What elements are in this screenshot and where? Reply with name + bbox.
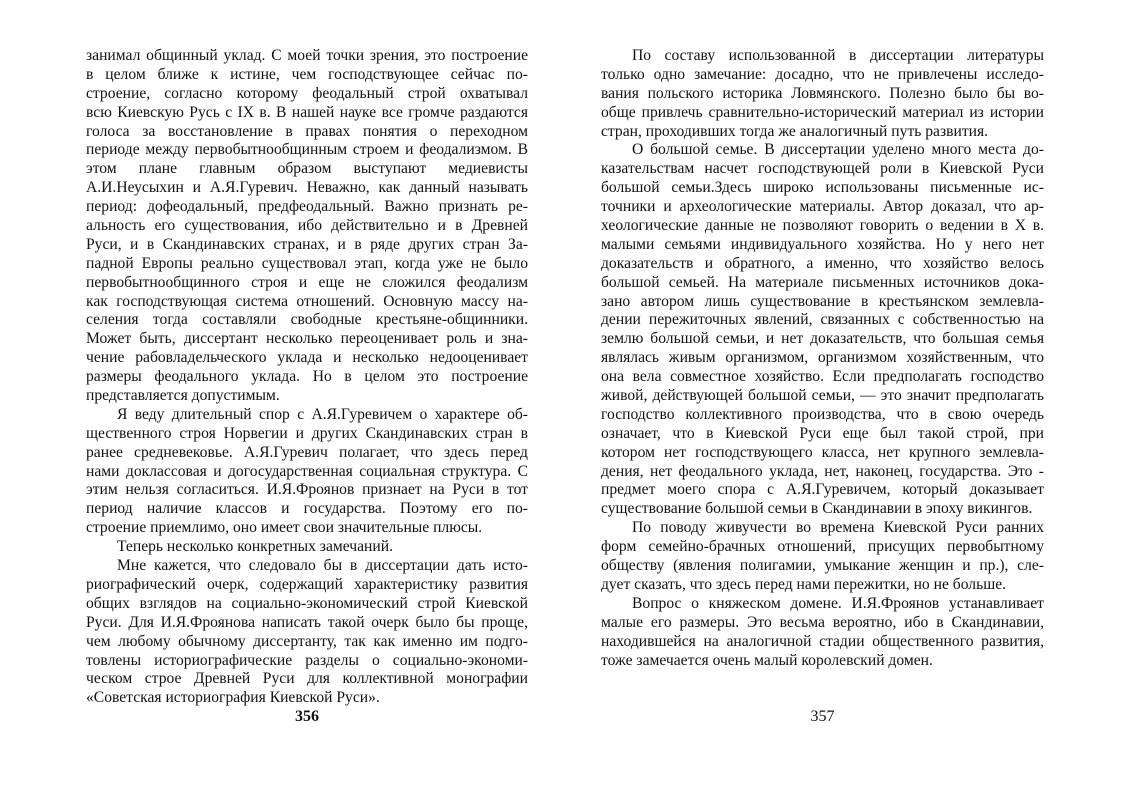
text-line: дует сказать, что здесь перед нами пережитки, но не больше.: [601, 575, 1007, 593]
right-page-text: [601, 47, 1044, 670]
text-line: А.И.Неусыхин и А.Я.Гуревич. Неважно, как данный называть: [86, 179, 528, 197]
text-line: тоже замечается очень малый королевский домен.: [601, 651, 933, 669]
text-line: занимал общинный уклад. С моей точки зрения, это построение: [86, 47, 528, 64]
text-line: хеологические данные не позволяют говорить о ведении в X в.: [601, 217, 1044, 235]
text-line: обществу (явления полигамии, умыкание женщин и пр.), сле-: [601, 557, 1044, 575]
text-line: ческом строе Древней Руси для коллективной монографии: [86, 670, 528, 688]
text-line: О большой семье. В диссертации уделено много места до-: [632, 141, 1044, 159]
left-page-text: [86, 47, 528, 708]
text-line: стран, проходивших тогда же аналогичный путь развития.: [601, 122, 989, 140]
text-line: всю Киевскую Русь с IX в. В нашей науке все громче раздаются: [86, 103, 528, 121]
text-line: нами доклассовая и догосударственная социальная структура. С: [86, 462, 528, 480]
text-line: периоде между первобытнообщинным строем и феодализмом. В: [86, 141, 528, 159]
text-line: господство коллективного производства, что в свою очередь: [601, 405, 1044, 423]
text-line: дении пережиточных явлений, связанных с собственностью на: [601, 311, 1044, 329]
text-line: «Советская историография Киевской Руси».: [86, 689, 380, 707]
text-line: По поводу живучести во времена Киевской Руси ранних: [632, 519, 1044, 537]
text-line: большой семьи.Здесь широко использованы письменные ис-: [601, 179, 1044, 197]
text-line: голоса за восстановление в правах понятия о переходном: [86, 122, 528, 140]
text-line: большой семьей. На материале письменных источников дока-: [601, 273, 1044, 291]
text-line: селения тогда составляли свободные крестьяне-общинники.: [86, 311, 528, 329]
text-line: дения, нет феодального уклада, нет, наконец, государства. Это -: [601, 462, 1044, 480]
text-line: период: дофеодальный, предфеодальный. Важно признать ре-: [86, 198, 528, 216]
text-line: Мне кажется, что следовало бы в диссертации дать исто-: [117, 557, 528, 575]
text-line: чение рабовладельческого уклада и несколько недооценивает: [86, 349, 528, 367]
text-line: Руси. Для И.Я.Фроянова написать такой очерк было бы проще,: [86, 613, 528, 631]
text-line: Теперь несколько конкретных замечаний.: [117, 538, 393, 556]
text-line: форм семейно-брачных отношений, присущих первобытному: [601, 538, 1044, 556]
text-line: находившейся на аналогичной стадии общественного развития,: [601, 632, 1044, 650]
text-line: Руси, и в Скандинавских странах, и в ряде других стран За-: [86, 235, 528, 253]
text-line: вания польского историка Ловмянского. Полезно было бы во-: [601, 84, 1044, 102]
text-line: представляется допустимым.: [86, 387, 280, 405]
text-line: живой, действующей большой семьи, — это значит предполагать: [601, 387, 1044, 405]
text-line: строение приемлимо, оно имеет свои значительные плюсы.: [86, 519, 483, 537]
text-line: По составу использованной в диссертации литературы: [632, 47, 1044, 64]
text-line: чем любому обычному диссертанту, так как именно им подго-: [86, 632, 528, 650]
text-line: она вела совместное хозяйство. Если предполагать господство: [601, 368, 1044, 386]
text-line: общих взглядов на социально-экономический строй Киевской: [86, 594, 528, 612]
text-line: размеры феодального уклада. Но в целом это построение: [86, 368, 528, 386]
text-line: Вопрос о княжеском домене. И.Я.Фроянов устанавливает: [632, 594, 1044, 612]
text-line: означает, что в Киевской Руси еще был такой строй, при: [601, 424, 1044, 442]
text-line: доказательств и обратного, а именно, что хозяйство велось: [601, 254, 1044, 272]
text-line: товлены историографические разделы о социально-экономи-: [86, 651, 528, 669]
text-line: существование большой семьи в Скандинавии в эпоху викингов.: [601, 500, 1033, 518]
text-line: котором нет господствующего класса, нет крупного землевла-: [601, 443, 1044, 461]
text-line: падной Европы реально существовал этап, когда уже не было: [86, 254, 528, 272]
text-line: малые его размеры. Это весьма вероятно, ибо в Скандинавии,: [601, 613, 1044, 631]
text-line: как господствующая система отношений. Основную массу на-: [86, 292, 528, 310]
text-line: обще привлечь сравнительно-исторический материал из истории: [601, 103, 1044, 121]
left-page-number: 356: [295, 708, 319, 725]
right-page-number: 357: [810, 708, 835, 725]
text-line: предмет моего спора с А.Я.Гуревичем, который доказывает: [601, 481, 1044, 499]
text-line: Я веду длительный спор с А.Я.Гуревичем о характере об-: [117, 405, 528, 423]
text-line: только одно замечание: досадно, что не привлечены исследо-: [601, 65, 1044, 83]
text-line: Может быть, диссертант несколько переоценивает роль и зна-: [86, 330, 528, 348]
text-line: точники и археологические материалы. Автор доказал, что ар-: [601, 198, 1044, 216]
text-line: землю большой семьи, и нет доказательств, что большая семья: [601, 330, 1044, 348]
text-line: этим нельзя согласиться. И.Я.Фроянов признает на Руси в тот: [86, 481, 528, 499]
text-line: риографический очерк, содержащий характеристику развития: [86, 575, 528, 593]
text-line: альность его существования, ибо действительно и в Древней: [86, 217, 528, 235]
text-line: ранее средневековье. А.Я.Гуревич полагает, что здесь перед: [86, 443, 528, 461]
text-line: зано автором лишь существование в крестьянском землевла-: [601, 292, 1044, 310]
text-line: период наличие классов и государства. Поэтому его по-: [86, 500, 528, 518]
text-line: первобытнообщинного строя и еще не сложился феодализм: [86, 273, 528, 291]
text-line: строение, согласно которому феодальный строй охватывал: [86, 84, 528, 102]
text-line: этом плане главным образом выступают медиевисты: [86, 160, 528, 178]
text-line: в целом ближе к истине, чем господствующее сейчас по-: [86, 65, 528, 83]
text-line: малыми семьями индивидуального хозяйства. Но у него нет: [601, 235, 1044, 253]
text-line: щественного строя Норвегии и других Скандинавских стран в: [86, 424, 528, 442]
text-line: казательствам насчет господствующей роли в Киевской Руси: [601, 160, 1044, 178]
text-line: являлась живым организмом, организмом хозяйственным, что: [601, 349, 1044, 367]
